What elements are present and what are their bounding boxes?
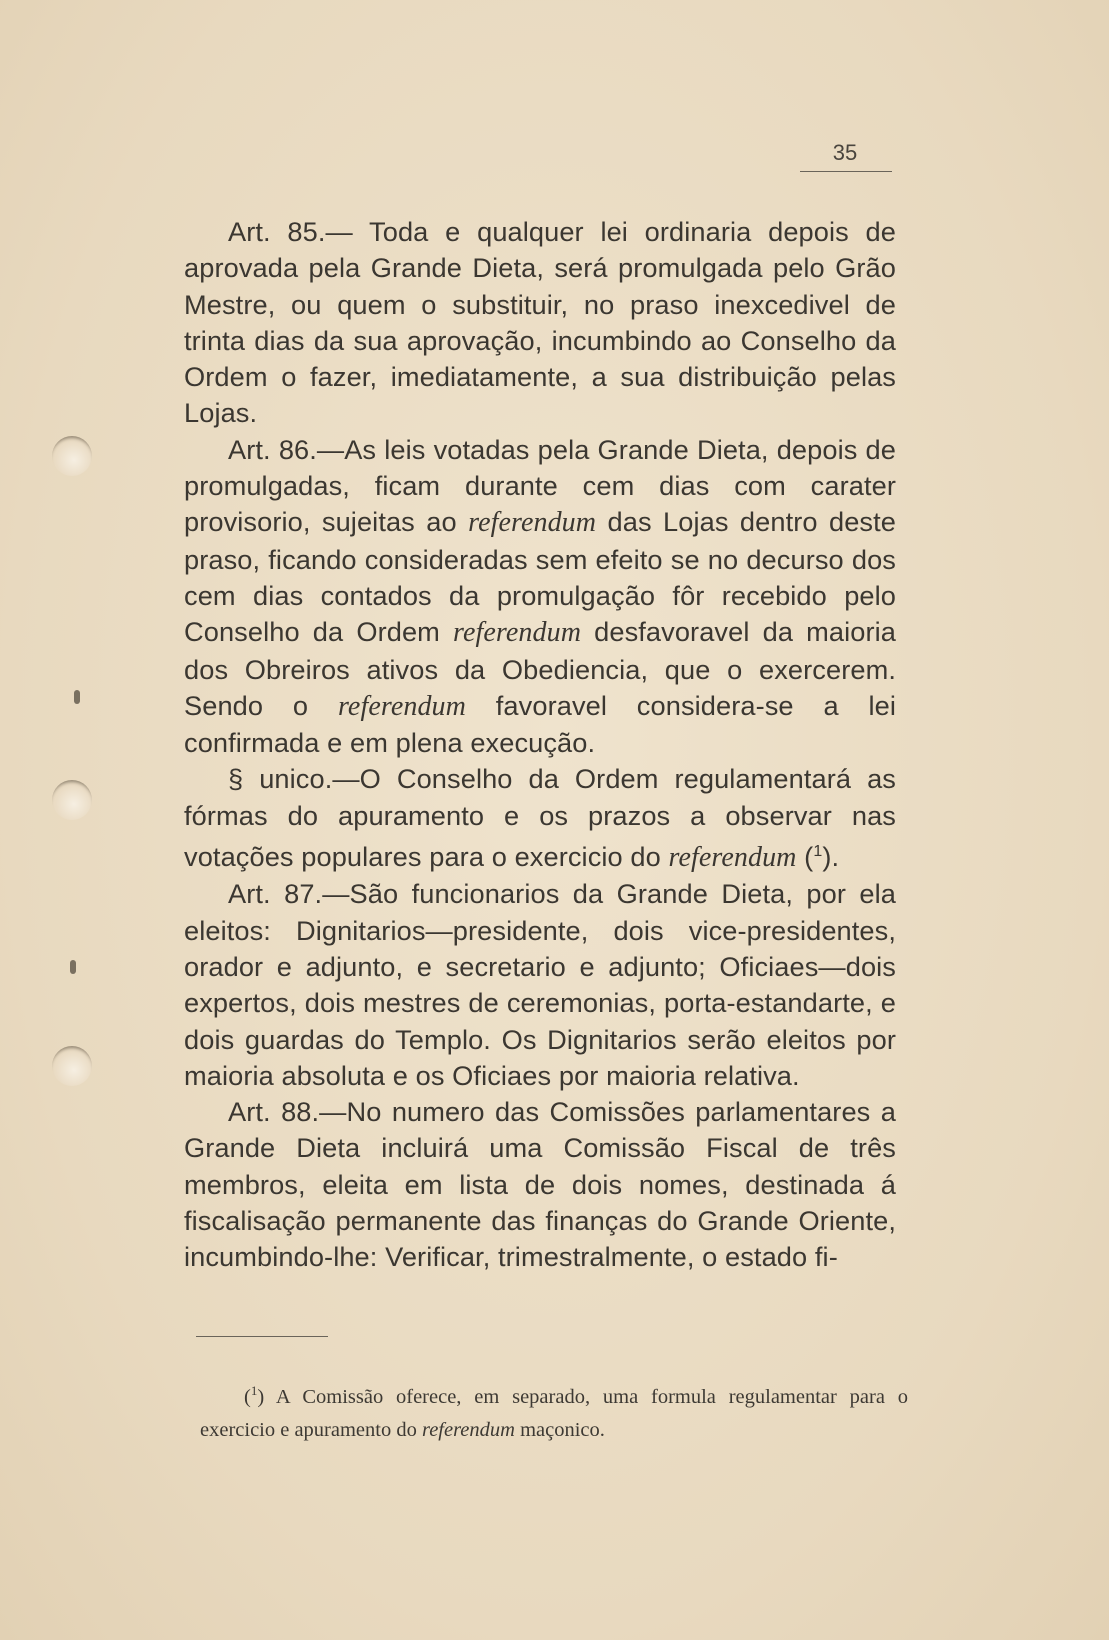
article-88: Art. 88.—No numero das Comissões parlamentares a Grande Dieta incluirá uma Comissão Fiscal de três membros, eleita em lista de dois nomes, destinada á fiscalisação permanente das finanças do Grande Oriente, incumbindo-lhe: Verificar, trimestralmente, o estado fi- <box>184 1096 896 1273</box>
footnote-close: ) <box>257 1385 265 1408</box>
paragraph-unico <box>184 761 896 876</box>
article-85: Art. 85.— Toda e qualquer lei ordinaria depois de aprovada pela Grande Dieta, será promulgada pelo Grão Mestre, ou quem o substituir, no praso inexcedivel de trinta dias da sua aprovação, incumbindo ao Conselho da Ordem o fazer, imediatamente, a sua distribuição pelas Lojas. <box>184 216 896 429</box>
footnote-text: maçonico. <box>514 1418 605 1441</box>
italic-term: referendum <box>453 617 582 649</box>
footnote-marker: 1 <box>813 843 823 861</box>
binding-thread-mark <box>74 690 80 704</box>
footnote <box>200 1374 908 1447</box>
body-text <box>184 214 896 1276</box>
text-run: favoravel considera-se a lei confirmada e em plena execução. <box>184 689 896 759</box>
article-86 <box>184 432 896 762</box>
page-number-rule <box>800 171 892 172</box>
article-87: Art. 87.—São funcionarios da Grande Dieta, por ela eleitos: Dignitarios—presidente, dois vice-presidentes, orador e adjunto, e secretario e adjunto; Oficiaes—dois expertos, dois mestres de ceremonias, porta-estandarte, e dois guardas do Templo. Os Dignitarios serão eleitos por maioria absoluta e os Oficiaes por maioria relativa. <box>184 878 896 1091</box>
text-run: Art. 86.—As leis votadas pela Grande Dieta, depois de promulgadas, ficam durante cem dias com carater provisorio, sujeitas ao <box>184 433 896 538</box>
text-run: desfavoravel da maioria dos Obreiros ativos da Obediencia, que o exercerem. Sendo o <box>184 616 896 721</box>
italic-term: referendum <box>337 690 466 722</box>
footnote-rule <box>196 1336 328 1337</box>
text-run: das Lojas dentro deste praso, ficando consideradas sem efeito se no decurso dos cem dias contados da promulgação fôr recebido pelo Conselho da Ordem <box>184 506 896 648</box>
binding-hole-mark <box>52 780 92 820</box>
text-run: ( <box>796 841 814 873</box>
italic-term: referendum <box>421 1418 515 1441</box>
footnote-text: A Comissão oferece, em separado, uma formula regulamentar para o exercicio e apuramento do <box>200 1385 908 1441</box>
binding-thread-mark <box>70 960 76 974</box>
page-number: 35 <box>832 140 858 165</box>
footnote-open: ( <box>244 1385 251 1408</box>
text-run: § unico.—O Conselho da Ordem regulamentará as fórmas do apuramento e os prazos a observar nas votações populares para o exercicio do <box>184 763 896 873</box>
text-run: ). <box>822 841 840 873</box>
binding-hole-mark <box>52 436 92 476</box>
italic-term: referendum <box>668 842 797 874</box>
footnote-number: 1 <box>250 1383 258 1398</box>
binding-hole-mark <box>52 1046 92 1086</box>
italic-term: referendum <box>468 507 597 539</box>
